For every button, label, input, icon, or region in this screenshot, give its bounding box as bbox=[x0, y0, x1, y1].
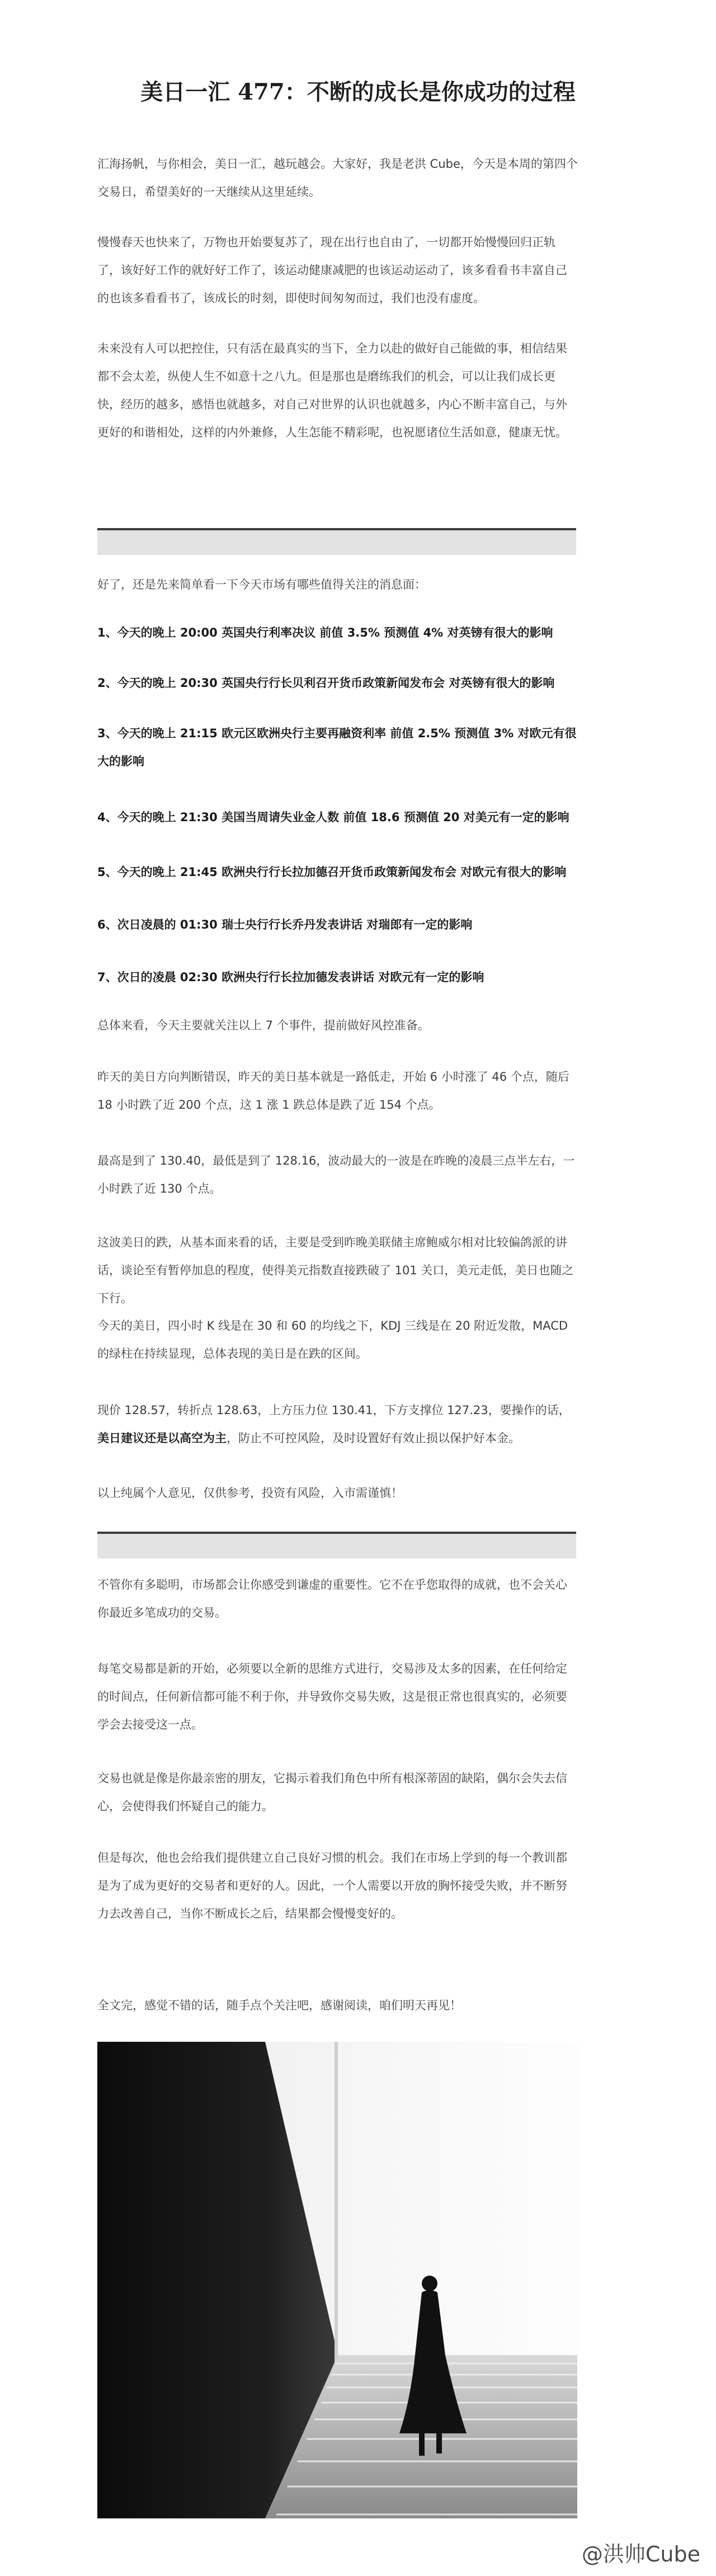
intro-paragraph-3: 未来没有人可以把控住，只有活在最真实的当下，全力以赴的做好自己能做的事，相信结果都不会太差，纵使人生不如意十之八九。但是那也是磨练我们的机会，可以让我们成长更快，经历的越多，感悟也就越多，对自己对世界的认识也就越多，内心不断丰富自己，与外更好的和谐相处，这样的内外兼修，人生怎能不精彩呢，也祝愿诸位生活如意，健康无忧。 bbox=[97, 342, 567, 439]
closing-paragraph-3: 交易也就是像是你最亲密的朋友，它揭示着我们角色中所有根深蒂固的缺陷，偶尔会失去信心，会使得我们怀疑自己的能力。 bbox=[97, 1772, 567, 1813]
disclaimer: 以上纯属个人意见，仅供参考，投资有风险，入市需谨慎！ bbox=[97, 1486, 403, 1500]
levels-tail: ，防止不可控风险，及时设置好有效止损以保护好本金。 bbox=[227, 1431, 520, 1445]
analysis-paragraph-2: 昨天的美日方向判断错误，昨天的美日基本就是一路低走，开始 6 小时涨了 46 个点，随后 18 小时跌了近 200 个点，这 1 涨 1 跌总体是跌了近 154 个点。 bbox=[97, 1070, 569, 1112]
analysis-paragraph-1: 总体来看，今天主要就关注以上 7 个事件，提前做好风控准备。 bbox=[97, 1019, 430, 1032]
event-item-2: 2、今天的晚上 20:30 英国央行行长贝利召开货币政策新闻发布会 对英镑有很大的影响 bbox=[97, 676, 555, 690]
closing-paragraph-1: 不管你有多聪明，市场都会让你感受到谦虚的重要性。它不在乎您取得的成就，也不会关心你最近多笔成功的交易。 bbox=[97, 1578, 567, 1619]
analysis-paragraph-5: 今天的美日，四小时 K 线是在 30 和 60 的均线之下，KDJ 三线是在 20 附近发散，MACD 的绿柱在持续显现，总体表现的美日是在跌的区间。 bbox=[97, 1319, 568, 1360]
event-item-4: 4、今天的晚上 21:30 美国当周请失业金人数 前值 18.6 预测值 20 对美元有一定的影响 bbox=[97, 811, 569, 824]
levels-recommendation: 美日建议还是以高空为主 bbox=[97, 1431, 227, 1445]
levels-text: 现价 128.57，转折点 128.63，上方压力位 130.41，下方支撑位 127.23，要操作的话， bbox=[97, 1404, 571, 1417]
event-item-5: 5、今天的晚上 21:45 欧洲央行行长拉加德召开货币政策新闻发布会 对欧元有很大的影响 bbox=[97, 865, 567, 879]
event-item-3: 3、今天的晚上 21:15 欧元区欧洲央行主要再融资利率 前值 2.5% 预测值 3% 对欧元有很大的影响 bbox=[97, 727, 577, 768]
staircase-illustration bbox=[97, 2042, 577, 2518]
section-divider-2 bbox=[97, 1532, 576, 1558]
event-item-6: 6、次日凌晨的 01:30 瑞士央行行长乔丹发表讲话 对瑞郎有一定的影响 bbox=[97, 918, 473, 931]
levels-paragraph bbox=[97, 1396, 578, 1452]
event-item-1: 1、今天的晚上 20:00 英国央行利率决议 前值 3.5% 预测值 4% 对英镑有很大的影响 bbox=[97, 626, 553, 639]
event-item-7: 7、次日的凌晨 02:30 欧洲央行行长拉加德发表讲话 对欧元有一定的影响 bbox=[97, 971, 484, 984]
analysis-paragraph-3: 最高是到了 130.40，最低是到了 128.16，波动最大的一波是在昨晚的凌晨三点半左右，一小时跌了近 130 个点。 bbox=[97, 1154, 575, 1195]
article-title: 美日一汇 477：不断的成长是你成功的过程 bbox=[140, 79, 576, 105]
closing-paragraph-5: 全文完，感觉不错的话，随手点个关注吧，感谢阅读，咱们明天再见！ bbox=[97, 1999, 461, 2012]
analysis-paragraph-4: 这波美日的跌，从基本面来看的话，主要是受到昨晚美联储主席鲍威尔相对比较偏鸽派的讲话，谈论至有暂停加息的程度，使得美元指数直接跌破了 101 关口，美元走低，美日也随之下行。 bbox=[97, 1236, 574, 1305]
closing-paragraph-2: 每笔交易都是新的开始，必须要以全新的思维方式进行，交易涉及太多的因素，在任何给定的时间点，任何新信都可能不利于你，并导致你交易失败，这是很正常也很真实的，必须要学会去接受这一点。 bbox=[97, 1662, 567, 1731]
author-watermark: @洪帅Cube bbox=[581, 2542, 700, 2566]
section-divider-1 bbox=[97, 528, 576, 555]
closing-paragraph-4: 但是每次，他也会给我们提供建立自己良好习惯的机会。我们在市场上学到的每一个教训都是为了成为更好的交易者和更好的人。因此，一个人需要以开放的胸怀接受失败，并不断努力去改善自己，当你不断成长之后，结果都会慢慢变好的。 bbox=[97, 1851, 567, 1920]
intro-paragraph-2: 慢慢春天也快来了，万物也开始要复苏了，现在出行也自由了，一切都开始慢慢回归正轨了，该好好工作的就好好工作了，该运动健康减肥的也该运动运动了，该多看看书丰富自己的也该多看看书了，该成长的时刻，即使时间匆匆而过，我们也没有虚度。 bbox=[97, 236, 567, 305]
news-intro: 好了，还是先来简单看一下今天市场有哪些值得关注的消息面： bbox=[97, 578, 426, 591]
intro-paragraph-1: 汇海扬帆，与你相会，美日一汇，越玩越会。大家好，我是老洪 Cube，今天是本周的第四个交易日，希望美好的一天继续从这里延续。 bbox=[97, 157, 578, 199]
